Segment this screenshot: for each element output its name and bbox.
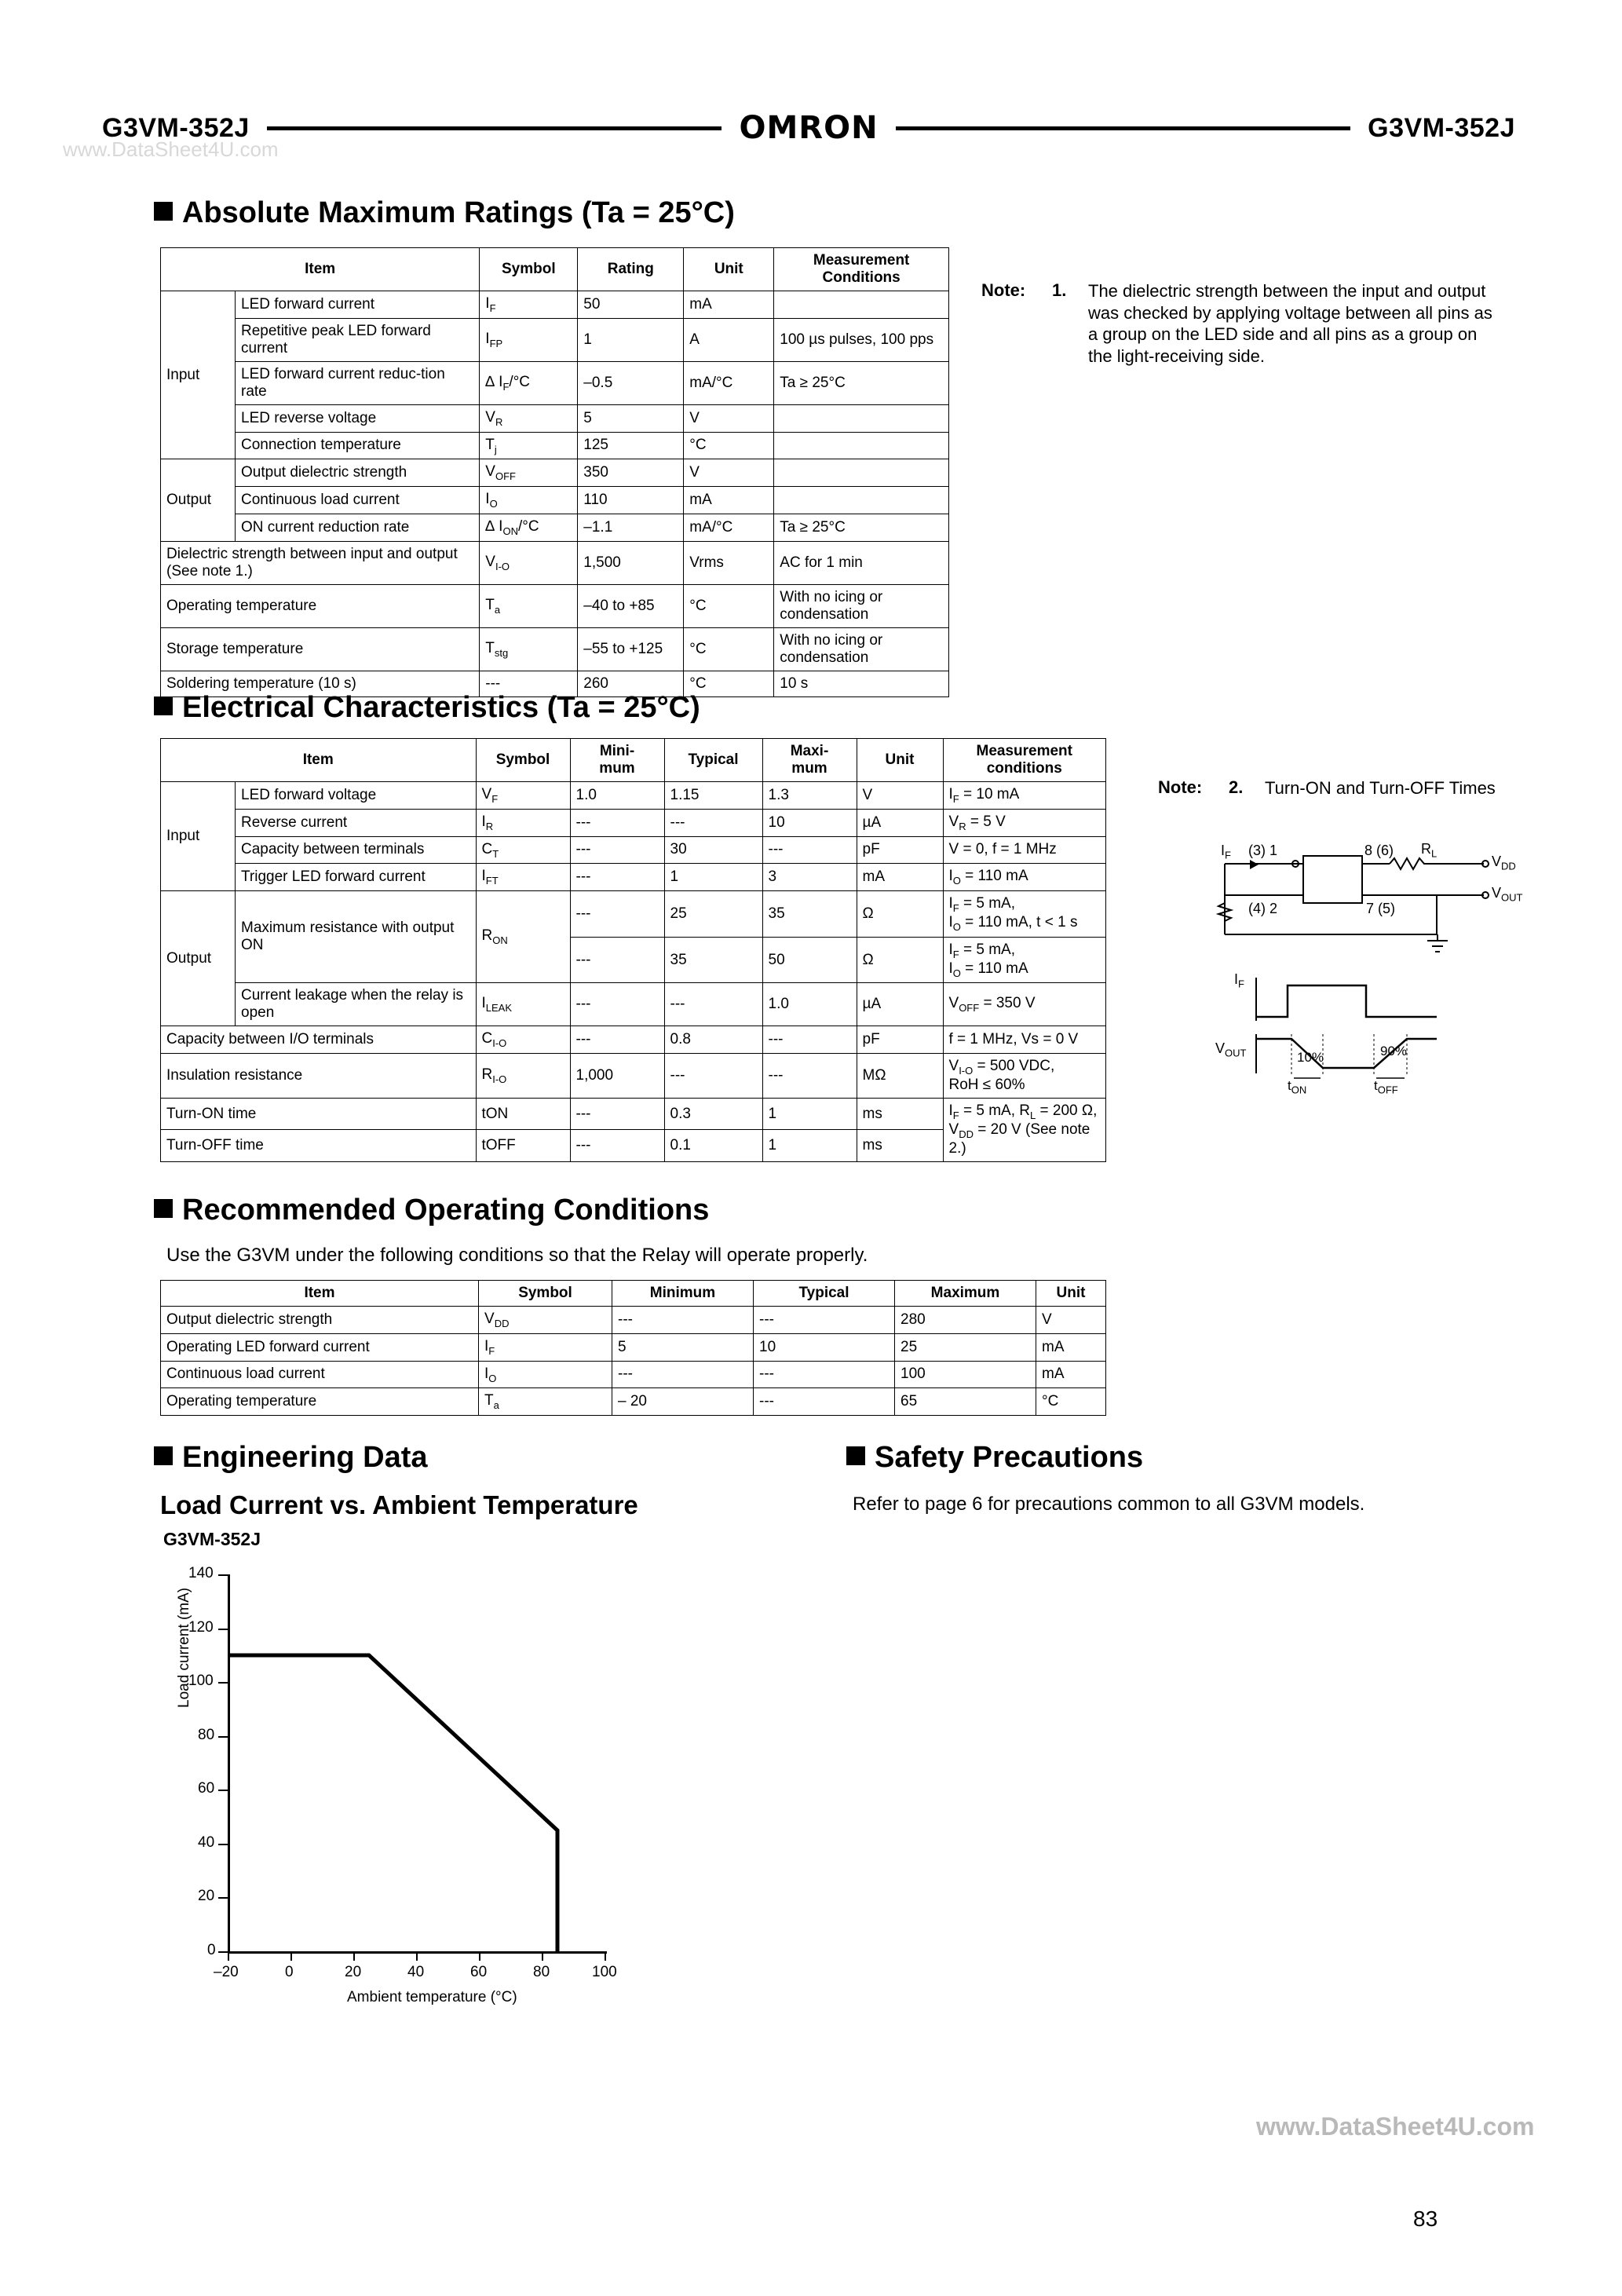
cell-item: Output dielectric strength — [161, 1307, 479, 1334]
diagram-label-pin-3-1: (3) 1 — [1248, 843, 1278, 858]
diagram-label-rl: $R_L$ — [1421, 841, 1438, 860]
cell-cond — [774, 291, 949, 319]
diagram-label-pin-7-5: 7 (5) — [1366, 901, 1396, 916]
cell-unit: V — [857, 782, 943, 810]
cell-symbol: $V_{OFF}$ — [480, 459, 578, 487]
table-row — [161, 983, 1106, 1026]
omron-logo: OMRON — [739, 110, 879, 146]
cell-max: 1 — [762, 1098, 857, 1129]
cell-unit: °C — [684, 432, 774, 459]
cell-min: --- — [570, 937, 664, 983]
chart-ytick-0: 0 — [207, 1942, 216, 1958]
header-right-title: G3VM-352J — [1368, 112, 1515, 143]
cell-item: Operating LED forward current — [161, 1333, 479, 1361]
chart-y-axis-label: Load current (mA) — [176, 1587, 192, 1708]
cell-item: LED forward voltage — [236, 782, 477, 810]
page-header — [102, 110, 1515, 146]
table-row — [161, 1361, 1106, 1388]
wave-label-90-percent: 90% — [1380, 1044, 1408, 1058]
cell-unit: pF — [857, 836, 943, 864]
cell-item: Operating temperature — [161, 584, 480, 627]
cell-unit: V — [684, 404, 774, 432]
wave-label-vout: $V_{OUT}$ — [1215, 1040, 1247, 1059]
cell-cond: $V_R = 5$ V — [943, 809, 1106, 836]
cell-cond — [774, 459, 949, 487]
col-symbol: Symbol — [476, 739, 570, 782]
cell-cond: $I_O = 110$ mA — [943, 864, 1106, 891]
cell-min: --- — [570, 864, 664, 891]
cell-typ: 1.15 — [664, 782, 762, 810]
chart-xtick-60: 60 — [470, 1964, 488, 1980]
cell-cond: 10 s — [774, 671, 949, 696]
cell-rating: 50 — [578, 291, 684, 319]
cell-min: --- — [570, 809, 664, 836]
cell-item: Turn-OFF time — [161, 1130, 477, 1161]
col-item: Item — [161, 1281, 479, 1307]
recommended-intro-text: Use the G3VM under the following conditions so that the Relay will operate properly. — [166, 1245, 868, 1266]
cell-max: --- — [762, 836, 857, 864]
cell-item: Capacity between terminals — [236, 836, 477, 864]
cell-cond: V = 0, f = 1 MHz — [943, 836, 1106, 864]
cell-typ: 0.8 — [664, 1026, 762, 1054]
watermark-top: www.DataSheet4U.com — [63, 137, 279, 161]
cell-typ: 10 — [754, 1333, 895, 1361]
cell-item: Trigger LED forward current — [236, 864, 477, 891]
cell-symbol: $I_{LEAK}$ — [476, 983, 570, 1026]
diagram-label-pin-8-6: 8 (6) — [1364, 843, 1394, 858]
cell-cond: $I_F = 5$ mA, $R_L = 200$ Ω, $V_{DD} = 20$ V (See note 2.) — [943, 1098, 1106, 1161]
wave-label-if: $I_F$ — [1234, 971, 1244, 990]
table-row — [161, 584, 949, 627]
cell-item: Connection temperature — [236, 432, 480, 459]
col-typical: Typical — [664, 739, 762, 782]
cell-max: 100 — [895, 1361, 1036, 1388]
table-row — [161, 318, 949, 361]
cell-item: LED reverse voltage — [236, 404, 480, 432]
cell-symbol: tOFF — [476, 1130, 570, 1161]
cell-rating: 1,500 — [578, 541, 684, 584]
section-title-text: Engineering Data — [182, 1441, 428, 1474]
table-row — [161, 459, 949, 487]
table-row — [161, 432, 949, 459]
cell-typ: 1 — [664, 864, 762, 891]
cell-symbol: $I_{FT}$ — [476, 864, 570, 891]
cell-cond: $I_F = 10$ mA — [943, 782, 1106, 810]
cell-max: 50 — [762, 937, 857, 983]
cell-typ: --- — [754, 1361, 895, 1388]
cell-cond: AC for 1 min — [774, 541, 949, 584]
cell-item: Soldering temperature (10 s) — [161, 671, 480, 696]
section-electrical-characteristics — [154, 691, 700, 725]
col-unit: Unit — [1036, 1281, 1106, 1307]
diagram-label-pin-4-2: (4) 2 — [1248, 901, 1278, 916]
cell-max: 280 — [895, 1307, 1036, 1334]
group-label-input: Input — [161, 291, 236, 459]
group-label-output: Output — [161, 891, 236, 1026]
section-title-text: Absolute Maximum Ratings (Ta = 25°C) — [182, 196, 735, 229]
cell-item: ON current reduction rate — [236, 514, 480, 541]
cell-symbol: $C_{I-O}$ — [476, 1026, 570, 1054]
cell-cond — [774, 432, 949, 459]
cell-cond: $V_{OFF} = 350$ V — [943, 983, 1106, 1026]
cell-unit: ms — [857, 1130, 943, 1161]
cell-item: Current leakage when the relay is open — [236, 983, 477, 1026]
chart-xtick-20: 20 — [345, 1964, 362, 1980]
cell-rating: 110 — [578, 487, 684, 514]
cell-item: Reverse current — [236, 809, 477, 836]
chart-ytick-60: 60 — [198, 1780, 215, 1797]
cell-min: --- — [570, 836, 664, 864]
cell-unit: °C — [1036, 1388, 1106, 1416]
cell-min: --- — [570, 1098, 664, 1129]
table-row — [161, 291, 949, 319]
cell-unit: pF — [857, 1026, 943, 1054]
col-unit: Unit — [857, 739, 943, 782]
cell-unit: MΩ — [857, 1054, 943, 1099]
header-rule-right — [896, 126, 1351, 130]
table-header-row — [161, 1281, 1106, 1307]
cell-symbol: $V_{I-O}$ — [480, 541, 578, 584]
cell-cond: $I_F = 5$ mA, $I_O = 110$ mA — [943, 937, 1106, 983]
cell-item: Turn-ON time — [161, 1098, 477, 1129]
table-row — [161, 541, 949, 584]
cell-cond: Ta ≥ 25°C — [774, 514, 949, 541]
col-symbol: Symbol — [480, 248, 578, 291]
cell-cond: $V_{I-O} = 500$ VDC, RoH ≤ 60% — [943, 1054, 1106, 1099]
table-row — [161, 1054, 1106, 1099]
chart-xtick-80: 80 — [533, 1964, 550, 1980]
cell-item: LED forward current — [236, 291, 480, 319]
table-header-row — [161, 739, 1106, 782]
cell-unit: µA — [857, 809, 943, 836]
col-typical: Typical — [754, 1281, 895, 1307]
chart-ytick-100: 100 — [188, 1673, 214, 1689]
cell-unit: µA — [857, 983, 943, 1026]
cell-unit: mA — [1036, 1361, 1106, 1388]
cell-rating: 5 — [578, 404, 684, 432]
cell-min: – 20 — [612, 1388, 754, 1416]
cell-rating: –1.1 — [578, 514, 684, 541]
col-maximum: Maxi- mum — [762, 739, 857, 782]
cell-cond: With no icing or condensation — [774, 627, 949, 671]
cell-unit: V — [1036, 1307, 1106, 1334]
cell-unit: °C — [684, 671, 774, 696]
cell-typ: --- — [664, 809, 762, 836]
header-left-title: G3VM-352J — [102, 112, 250, 143]
cell-cond: f = 1 MHz, Vs = 0 V — [943, 1026, 1106, 1054]
group-label-input: Input — [161, 782, 236, 891]
table-row — [161, 514, 949, 541]
cell-min: --- — [570, 983, 664, 1026]
cell-unit: mA — [857, 864, 943, 891]
table-row — [161, 404, 949, 432]
col-rating: Rating — [578, 248, 684, 291]
cell-unit: mA — [684, 291, 774, 319]
cell-unit: mA — [1036, 1333, 1106, 1361]
bullet-square-icon — [154, 202, 173, 221]
recommended-operating-conditions-table — [160, 1280, 1106, 1416]
cell-item: Dielectric strength between input and output (See note 1.) — [161, 541, 480, 584]
cell-max: 1 — [762, 1130, 857, 1161]
cell-max: 65 — [895, 1388, 1036, 1416]
cell-min: --- — [570, 891, 664, 938]
cell-symbol: $I_O$ — [479, 1361, 612, 1388]
table-row — [161, 864, 1106, 891]
cell-max: 3 — [762, 864, 857, 891]
chart-xtick-0: 0 — [285, 1964, 294, 1980]
diagram-label-if: $I_F$ — [1221, 843, 1231, 861]
cell-unit: A — [684, 318, 774, 361]
note-2-label: Note: — [1158, 777, 1203, 797]
cell-symbol: $I_{FP}$ — [480, 318, 578, 361]
table-row — [161, 836, 1106, 864]
chart-xtick--20: –20 — [214, 1964, 239, 1980]
cell-unit: ms — [857, 1098, 943, 1129]
cell-symbol: $V_{DD}$ — [479, 1307, 612, 1334]
section-title-text: Safety Precautions — [875, 1441, 1144, 1474]
cell-symbol: $T_{stg}$ — [480, 627, 578, 671]
cell-item: Maximum resistance with output ON — [236, 891, 477, 983]
cell-cond — [774, 404, 949, 432]
cell-max: 25 — [895, 1333, 1036, 1361]
chart-ytick-140: 140 — [188, 1565, 214, 1581]
note-1-number: 1. — [1052, 280, 1067, 300]
chart-ytick-20: 20 — [198, 1888, 215, 1904]
cell-rating: –55 to +125 — [578, 627, 684, 671]
cell-unit: Ω — [857, 891, 943, 938]
table-row — [161, 1333, 1106, 1361]
table-row — [161, 361, 949, 404]
section-recommended-operating-conditions — [154, 1194, 709, 1227]
cell-typ: --- — [664, 983, 762, 1026]
cell-item: Output dielectric strength — [236, 459, 480, 487]
wave-label-ton: $t_{ON}$ — [1288, 1078, 1307, 1096]
col-minimum: Minimum — [612, 1281, 754, 1307]
note-2-text: Turn-ON and Turn-OFF Times — [1265, 778, 1496, 798]
cell-symbol: ∆ $I_{ON}/^\circ C$ — [480, 514, 578, 541]
note-2 — [1158, 777, 1622, 799]
bullet-square-icon — [154, 1199, 173, 1218]
table-row — [161, 1307, 1106, 1334]
cell-unit: V — [684, 459, 774, 487]
cell-item: Capacity between I/O terminals — [161, 1026, 477, 1054]
cell-min: 1,000 — [570, 1054, 664, 1099]
page-number: 83 — [1413, 2206, 1438, 2231]
cell-min: --- — [612, 1361, 754, 1388]
cell-typ: --- — [754, 1388, 895, 1416]
cell-item: Storage temperature — [161, 627, 480, 671]
cell-rating: –0.5 — [578, 361, 684, 404]
cell-unit: mA — [684, 487, 774, 514]
load-current-chart — [165, 1559, 667, 2005]
cell-max: 35 — [762, 891, 857, 938]
bullet-square-icon — [154, 696, 173, 715]
cell-item: LED forward current reduc-tion rate — [236, 361, 480, 404]
cell-cond: Ta ≥ 25°C — [774, 361, 949, 404]
cell-min: --- — [570, 1026, 664, 1054]
cell-symbol: $I_O$ — [480, 487, 578, 514]
col-minimum: Mini- mum — [570, 739, 664, 782]
cell-min: --- — [570, 1130, 664, 1161]
col-maximum: Maximum — [895, 1281, 1036, 1307]
diagram-label-vdd: $V_{DD}$ — [1492, 854, 1516, 872]
cell-typ: 25 — [664, 891, 762, 938]
wave-label-toff: $t_{OFF}$ — [1374, 1078, 1398, 1096]
cell-item: Repetitive peak LED forward current — [236, 318, 480, 361]
section-absolute-maximum-ratings — [154, 196, 735, 230]
cell-rating: 260 — [578, 671, 684, 696]
cell-min: 5 — [612, 1333, 754, 1361]
cell-unit: mA/°C — [684, 514, 774, 541]
chart-x-axis-label: Ambient temperature (°C) — [347, 1989, 517, 2005]
cell-max: 1.0 — [762, 983, 857, 1026]
bullet-square-icon — [154, 1446, 173, 1465]
cell-typ: --- — [664, 1054, 762, 1099]
cell-symbol: $R_{ON}$ — [476, 891, 570, 983]
cell-unit: °C — [684, 584, 774, 627]
absolute-maximum-ratings-table — [160, 247, 949, 697]
table-row — [161, 782, 1106, 810]
cell-max: --- — [762, 1054, 857, 1099]
watermark-bottom: www.DataSheet4U.com — [1256, 2112, 1535, 2141]
cell-max: 10 — [762, 809, 857, 836]
header-rule-left — [267, 126, 722, 130]
cell-symbol: $V_F$ — [476, 782, 570, 810]
cell-max: --- — [762, 1026, 857, 1054]
note-2-number: 2. — [1229, 777, 1244, 797]
cell-cond: 100 µs pulses, 100 pps — [774, 318, 949, 361]
cell-item: Continuous load current — [236, 487, 480, 514]
cell-symbol: $R_{I-O}$ — [476, 1054, 570, 1099]
group-label-output: Output — [161, 459, 236, 541]
table-row — [161, 1026, 1106, 1054]
note-1-label: Note: — [981, 280, 1026, 300]
section-title-text: Recommended Operating Conditions — [182, 1194, 710, 1227]
cell-min: --- — [612, 1307, 754, 1334]
col-item: Item — [161, 739, 477, 782]
section-engineering-data — [154, 1441, 428, 1475]
safety-precautions-text: Refer to page 6 for precautions common to all G3VM models. — [853, 1493, 1365, 1515]
cell-typ: --- — [754, 1307, 895, 1334]
cell-symbol: $T_a$ — [480, 584, 578, 627]
cell-rating: 350 — [578, 459, 684, 487]
cell-cond — [774, 487, 949, 514]
table-row — [161, 487, 949, 514]
chart-xtick-40: 40 — [407, 1964, 425, 1980]
cell-symbol: $I_F$ — [480, 291, 578, 319]
cell-item: Operating temperature — [161, 1388, 479, 1416]
wave-label-10-percent: 10% — [1297, 1050, 1324, 1065]
bullet-square-icon — [846, 1446, 865, 1465]
col-measurement-conditions: Measurement conditions — [943, 739, 1106, 782]
chart-ytick-40: 40 — [198, 1834, 215, 1851]
cell-unit: Ω — [857, 937, 943, 983]
turn-on-off-diagram — [1178, 828, 1523, 1096]
cell-symbol: $T_j$ — [480, 432, 578, 459]
cell-typ: 0.1 — [664, 1130, 762, 1161]
cell-typ: 35 — [664, 937, 762, 983]
note-1-text: The dielectric strength between the input and output was checked by applying voltage between all pins as a group on the LED side and all pins as a group on the light-receiving side. — [1088, 281, 1492, 366]
chart-curve-svg — [165, 1559, 652, 1967]
cell-typ: 30 — [664, 836, 762, 864]
col-measurement-conditions: Measurement Conditions — [774, 248, 949, 291]
cell-symbol: ∆ $I_F/^\circ C$ — [480, 361, 578, 404]
table-row — [161, 809, 1106, 836]
engineering-model-label: G3VM-352J — [163, 1529, 261, 1549]
table-row — [161, 891, 1106, 938]
cell-item: Insulation resistance — [161, 1054, 477, 1099]
cell-unit: °C — [684, 627, 774, 671]
cell-symbol: $I_R$ — [476, 809, 570, 836]
cell-rating: –40 to +85 — [578, 584, 684, 627]
col-item: Item — [161, 248, 480, 291]
section-safety-precautions — [846, 1441, 1143, 1475]
cell-symbol: $T_a$ — [479, 1388, 612, 1416]
electrical-characteristics-table — [160, 738, 1106, 1162]
cell-symbol: $V_R$ — [480, 404, 578, 432]
cell-rating: 125 — [578, 432, 684, 459]
engineering-subtitle: Load Current vs. Ambient Temperature — [160, 1490, 638, 1519]
note-1 — [981, 280, 1496, 367]
table-row — [161, 1098, 1106, 1129]
cell-unit: Vrms — [684, 541, 774, 584]
cell-symbol: tON — [476, 1098, 570, 1129]
cell-symbol: --- — [480, 671, 578, 696]
cell-min: 1.0 — [570, 782, 664, 810]
cell-cond: $I_F = 5$ mA, $I_O = 110$ mA, t < 1 s — [943, 891, 1106, 938]
col-symbol: Symbol — [479, 1281, 612, 1307]
table-header-row — [161, 248, 949, 291]
cell-max: 1.3 — [762, 782, 857, 810]
col-unit: Unit — [684, 248, 774, 291]
diagram-label-vout: $V_{OUT}$ — [1492, 885, 1523, 904]
cell-cond: With no icing or condensation — [774, 584, 949, 627]
cell-symbol: $C_T$ — [476, 836, 570, 864]
chart-ytick-80: 80 — [198, 1727, 215, 1743]
chart-ytick-120: 120 — [188, 1619, 214, 1636]
chart-xtick-100: 100 — [592, 1964, 617, 1980]
table-row — [161, 1388, 1106, 1416]
cell-unit: mA/°C — [684, 361, 774, 404]
cell-rating: 1 — [578, 318, 684, 361]
table-row — [161, 627, 949, 671]
cell-item: Continuous load current — [161, 1361, 479, 1388]
cell-typ: 0.3 — [664, 1098, 762, 1129]
cell-symbol: $I_F$ — [479, 1333, 612, 1361]
section-title-text: Electrical Characteristics (Ta = 25°C) — [182, 691, 700, 724]
